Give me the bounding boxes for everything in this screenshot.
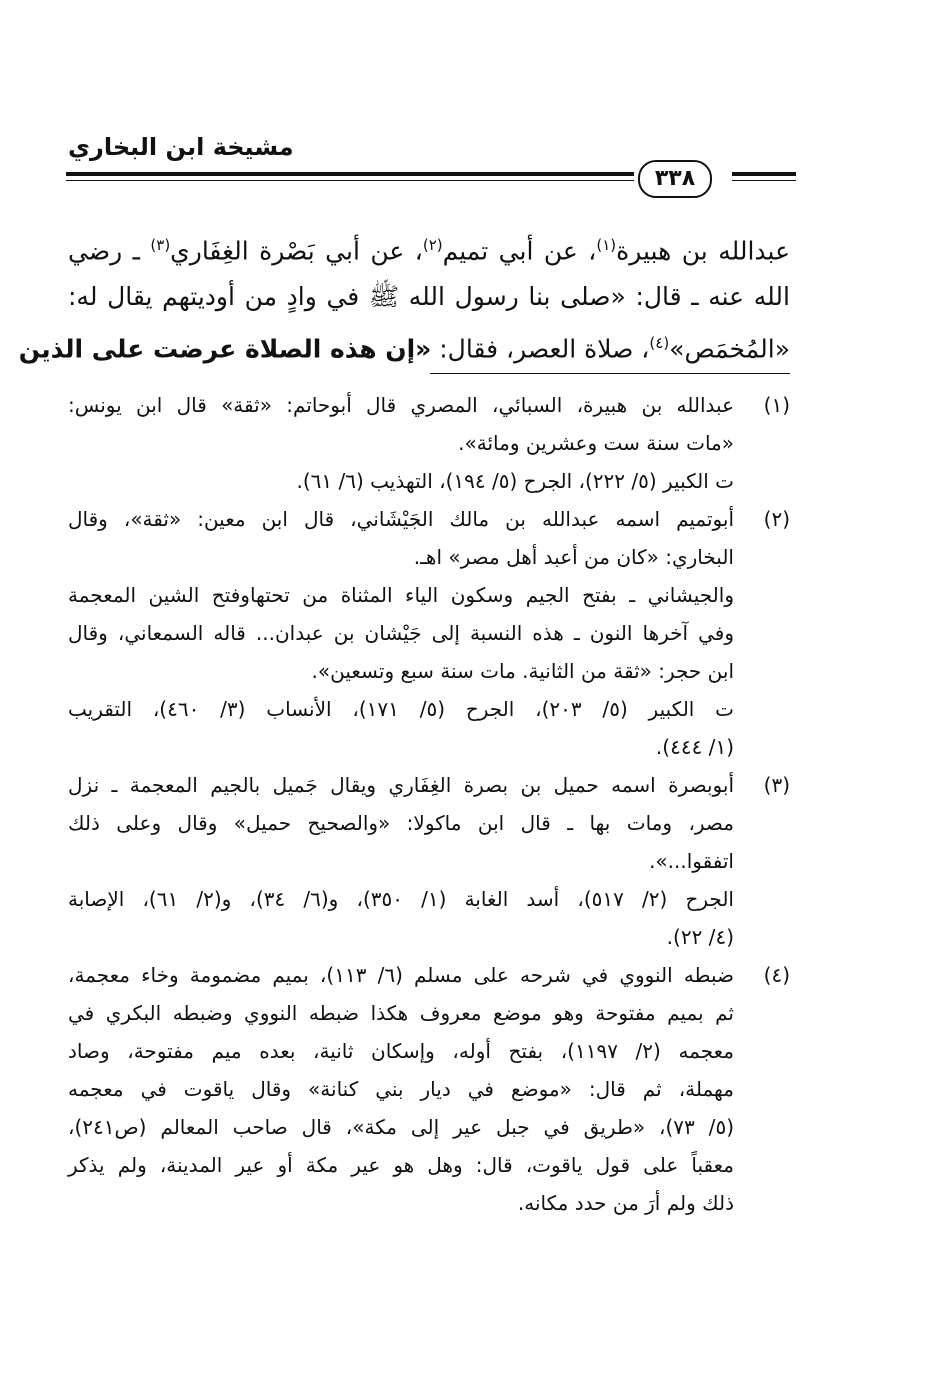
footnotes bbox=[68, 386, 790, 1222]
main-text bbox=[18, 222, 791, 373]
footnote-ref-4[interactable]: (٤) bbox=[649, 334, 670, 353]
footnote-1: (١) عبدالله بن هبيرة، السبائي، المصري قال أبوحاتم: «ثقة» قال ابن يونس: «مات سنة ست وعشرين ومائة». ت الكبير (٥/ ٢٢٢)، الجرح (٥/ ١٩٤)، التهذيب (٦/ ٦١). bbox=[68, 386, 790, 500]
footnote-ref-3[interactable]: (٣) bbox=[150, 236, 171, 254]
footnote-number: (١) bbox=[763, 393, 790, 417]
footnote-separator bbox=[430, 373, 790, 374]
footnote-3: (٣) أبوبصرة اسمه حميل بن بصرة الغِفَاري ويقال جَميل بالجيم المعجمة ـ نزل مصر، ومات بها ـ قال ابن ماكولا: «والصحيح حميل» وقال وعلى ذلك اتفقوا...». الجرح (٢/ ٥١٧)، أسد الغابة (١/ ٣٥٠)، و(٦/ ٣٤)، و(٢/ ٦١)، الإصابة (٤/ ٢٢). bbox=[68, 766, 790, 956]
footnote-ref-2[interactable]: (٢) bbox=[422, 236, 443, 254]
footnote-number: (٣) bbox=[763, 773, 790, 797]
footnote-number: (٤) bbox=[763, 963, 790, 987]
main-line-3: «المُخمَص»$^{(٤)}$، صلاة العصر، فقال: «إن هذه الصلاة عرضت على الذين bbox=[18, 334, 790, 364]
page-number: ٣٣٨ bbox=[638, 160, 712, 198]
main-line-2: الله عنه ـ قال: «صلى بنا رسول الله ﷺ في وادٍ من أوديتهم يقال له: bbox=[68, 282, 790, 312]
footnote-number: (٢) bbox=[763, 507, 790, 531]
footnote-2: (٢) أبوتميم اسمه عبدالله بن مالك الجَيْشَاني، قال ابن معين: «ثقة»، وقال البخاري: «كان من أعبد أهل مصر» اهـ. والجيشاني ـ بفتح الجيم وسكون الياء المثناة من تحتهاوفتح الشين المعجمة وفي آخرها النون ـ هذه النسبة إلى جَيْشان بن عبدان... قاله السمعاني، وقال ابن حجر: «ثقة من الثانية. مات سنة سبع وتسعين». ت الكبير (٥/ ٢٠٣)، الجرح (٥/ ١٧١)، الأنساب (٣/ ٤٦٠)، التقريب (١/ ٤٤٤). bbox=[68, 500, 790, 766]
footnote-ref-1[interactable]: (١) bbox=[596, 236, 617, 254]
main-line-1: عبدالله بن هبيرة$^{(١)}$، عن أبي تميم$^{(٢)}$، عن أبي بَصْرة الغِفَاري$^{(٣)}$ ـ رضي bbox=[68, 236, 791, 266]
footnote-4: (٤) ضبطه النووي في شرحه على مسلم (٦/ ١١٣)، بميم مضمومة وخاء معجمة، ثم بميم مفتوحة وهو موضع معروف هكذا ضبطه النووي وضبطه البكري في معجمه (٢/ ١١٩٧)، بفتح أوله، وإسكان ثانية، بعده ميم مفتوحة، وصاد مهملة، ثم قال: «موضع في ديار بني كنانة» وقال ياقوت في معجمه (٥/ ٧٣)، «طريق في جبل عير إلى مكة»، قال صاحب المعالم (ص٢٤١)، معقباً على قول ياقوت، قال: وهل هو عير مكة أو عير المدينة، ولم يذكر ذلك ولم أرَ من حدد مكانه. bbox=[68, 956, 790, 1222]
book-title: مشيخة ابن البخاري bbox=[68, 133, 294, 161]
